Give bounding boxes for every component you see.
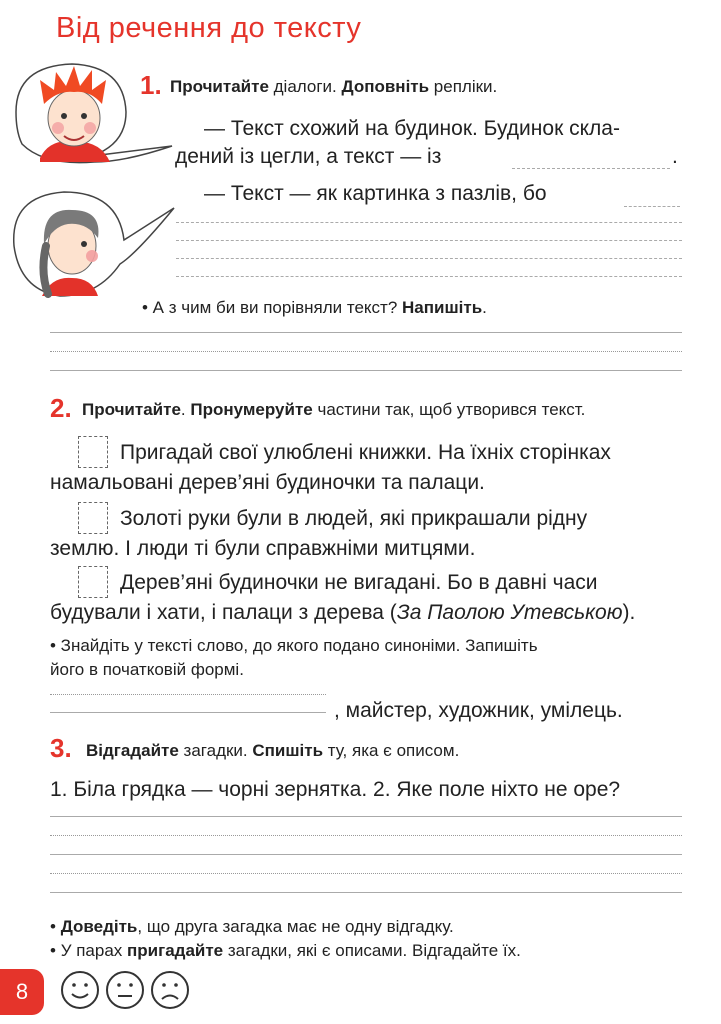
- part1-line2: намальовані дерев’яні будиночки та палаци.: [50, 471, 485, 494]
- number-box[interactable]: [78, 436, 108, 468]
- task3-bullet2: • У парах пригадайте загадки, які є описами. Відгадайте їх.: [50, 941, 521, 960]
- task3-instruction: Відгадайте загадки. Спишіть ту, яка є описом.: [86, 741, 460, 760]
- part2-line2: землю. І люди ті були справжніми митцями.: [50, 537, 476, 560]
- writing-line[interactable]: [50, 332, 682, 333]
- neutral-face-icon: [107, 972, 143, 1008]
- riddles-text: 1. Біла грядка — чорні зернятка. 2. Яке поле ніхто не оре?: [50, 778, 621, 801]
- writing-line[interactable]: [50, 854, 682, 855]
- task2-question-line2: його в початковій формі.: [50, 660, 244, 679]
- task1-dialog-line2-end: .: [672, 145, 678, 168]
- writing-line[interactable]: [50, 835, 682, 836]
- task1-instruction: Прочитайте діалоги. Доповніть репліки.: [170, 77, 498, 96]
- writing-line[interactable]: [624, 206, 680, 207]
- task1-number: 1.: [140, 70, 162, 100]
- task2-instruction: Прочитайте. Пронумеруйте частини так, щоб утворився текст.: [82, 400, 586, 419]
- part3-line1: Дерев’яні будиночки не вигадані. Бо в давні часи: [120, 571, 598, 594]
- answer-line[interactable]: [50, 712, 326, 713]
- page-title: Від речення до тексту: [56, 12, 362, 44]
- task1-dialog-line2: дений із цегли, а текст — із: [175, 145, 442, 168]
- task1-dialog-line3: — Текст — як картинка з пазлів, бо: [204, 182, 547, 205]
- writing-line[interactable]: [50, 351, 682, 352]
- writing-line[interactable]: [50, 816, 682, 817]
- writing-line[interactable]: [50, 370, 682, 371]
- girl-illustration: [6, 184, 176, 300]
- part1-line1: Пригадай свої улюблені книжки. На їхніх сторінках: [120, 441, 611, 464]
- writing-line[interactable]: [50, 892, 682, 893]
- task2-question-line1: • Знайдіть у тексті слово, до якого подано синоніми. Запишіть: [50, 636, 538, 655]
- part2-line1: Золоті руки були в людей, які прикрашали рідну: [120, 507, 588, 530]
- happy-face-icon: [62, 972, 98, 1008]
- part3-line2: будували і хати, і палаци з дерева (За Паолою Утевською).: [50, 601, 636, 624]
- writing-line[interactable]: [176, 258, 682, 259]
- number-box[interactable]: [78, 566, 108, 598]
- number-box[interactable]: [78, 502, 108, 534]
- synonyms-text: , майстер, художник, умілець.: [334, 699, 623, 722]
- task2-number: 2.: [50, 393, 72, 423]
- answer-blank-line[interactable]: [512, 168, 670, 169]
- task3-bullet1: • Доведіть, що друга загадка має не одну відгадку.: [50, 917, 454, 936]
- writing-line[interactable]: [176, 222, 682, 223]
- sad-face-icon: [152, 972, 188, 1008]
- task3-number: 3.: [50, 733, 72, 763]
- writing-line[interactable]: [176, 276, 682, 277]
- task1-dialog-line1: — Текст схожий на будинок. Будинок скла-: [204, 117, 620, 140]
- writing-line[interactable]: [176, 240, 682, 241]
- self-assessment-faces: [60, 970, 190, 1012]
- task1-question: • А з чим би ви порівняли текст? Напишіть.: [142, 298, 487, 317]
- writing-line[interactable]: [50, 873, 682, 874]
- writing-line[interactable]: [50, 694, 326, 695]
- page-number: 8: [0, 969, 44, 1015]
